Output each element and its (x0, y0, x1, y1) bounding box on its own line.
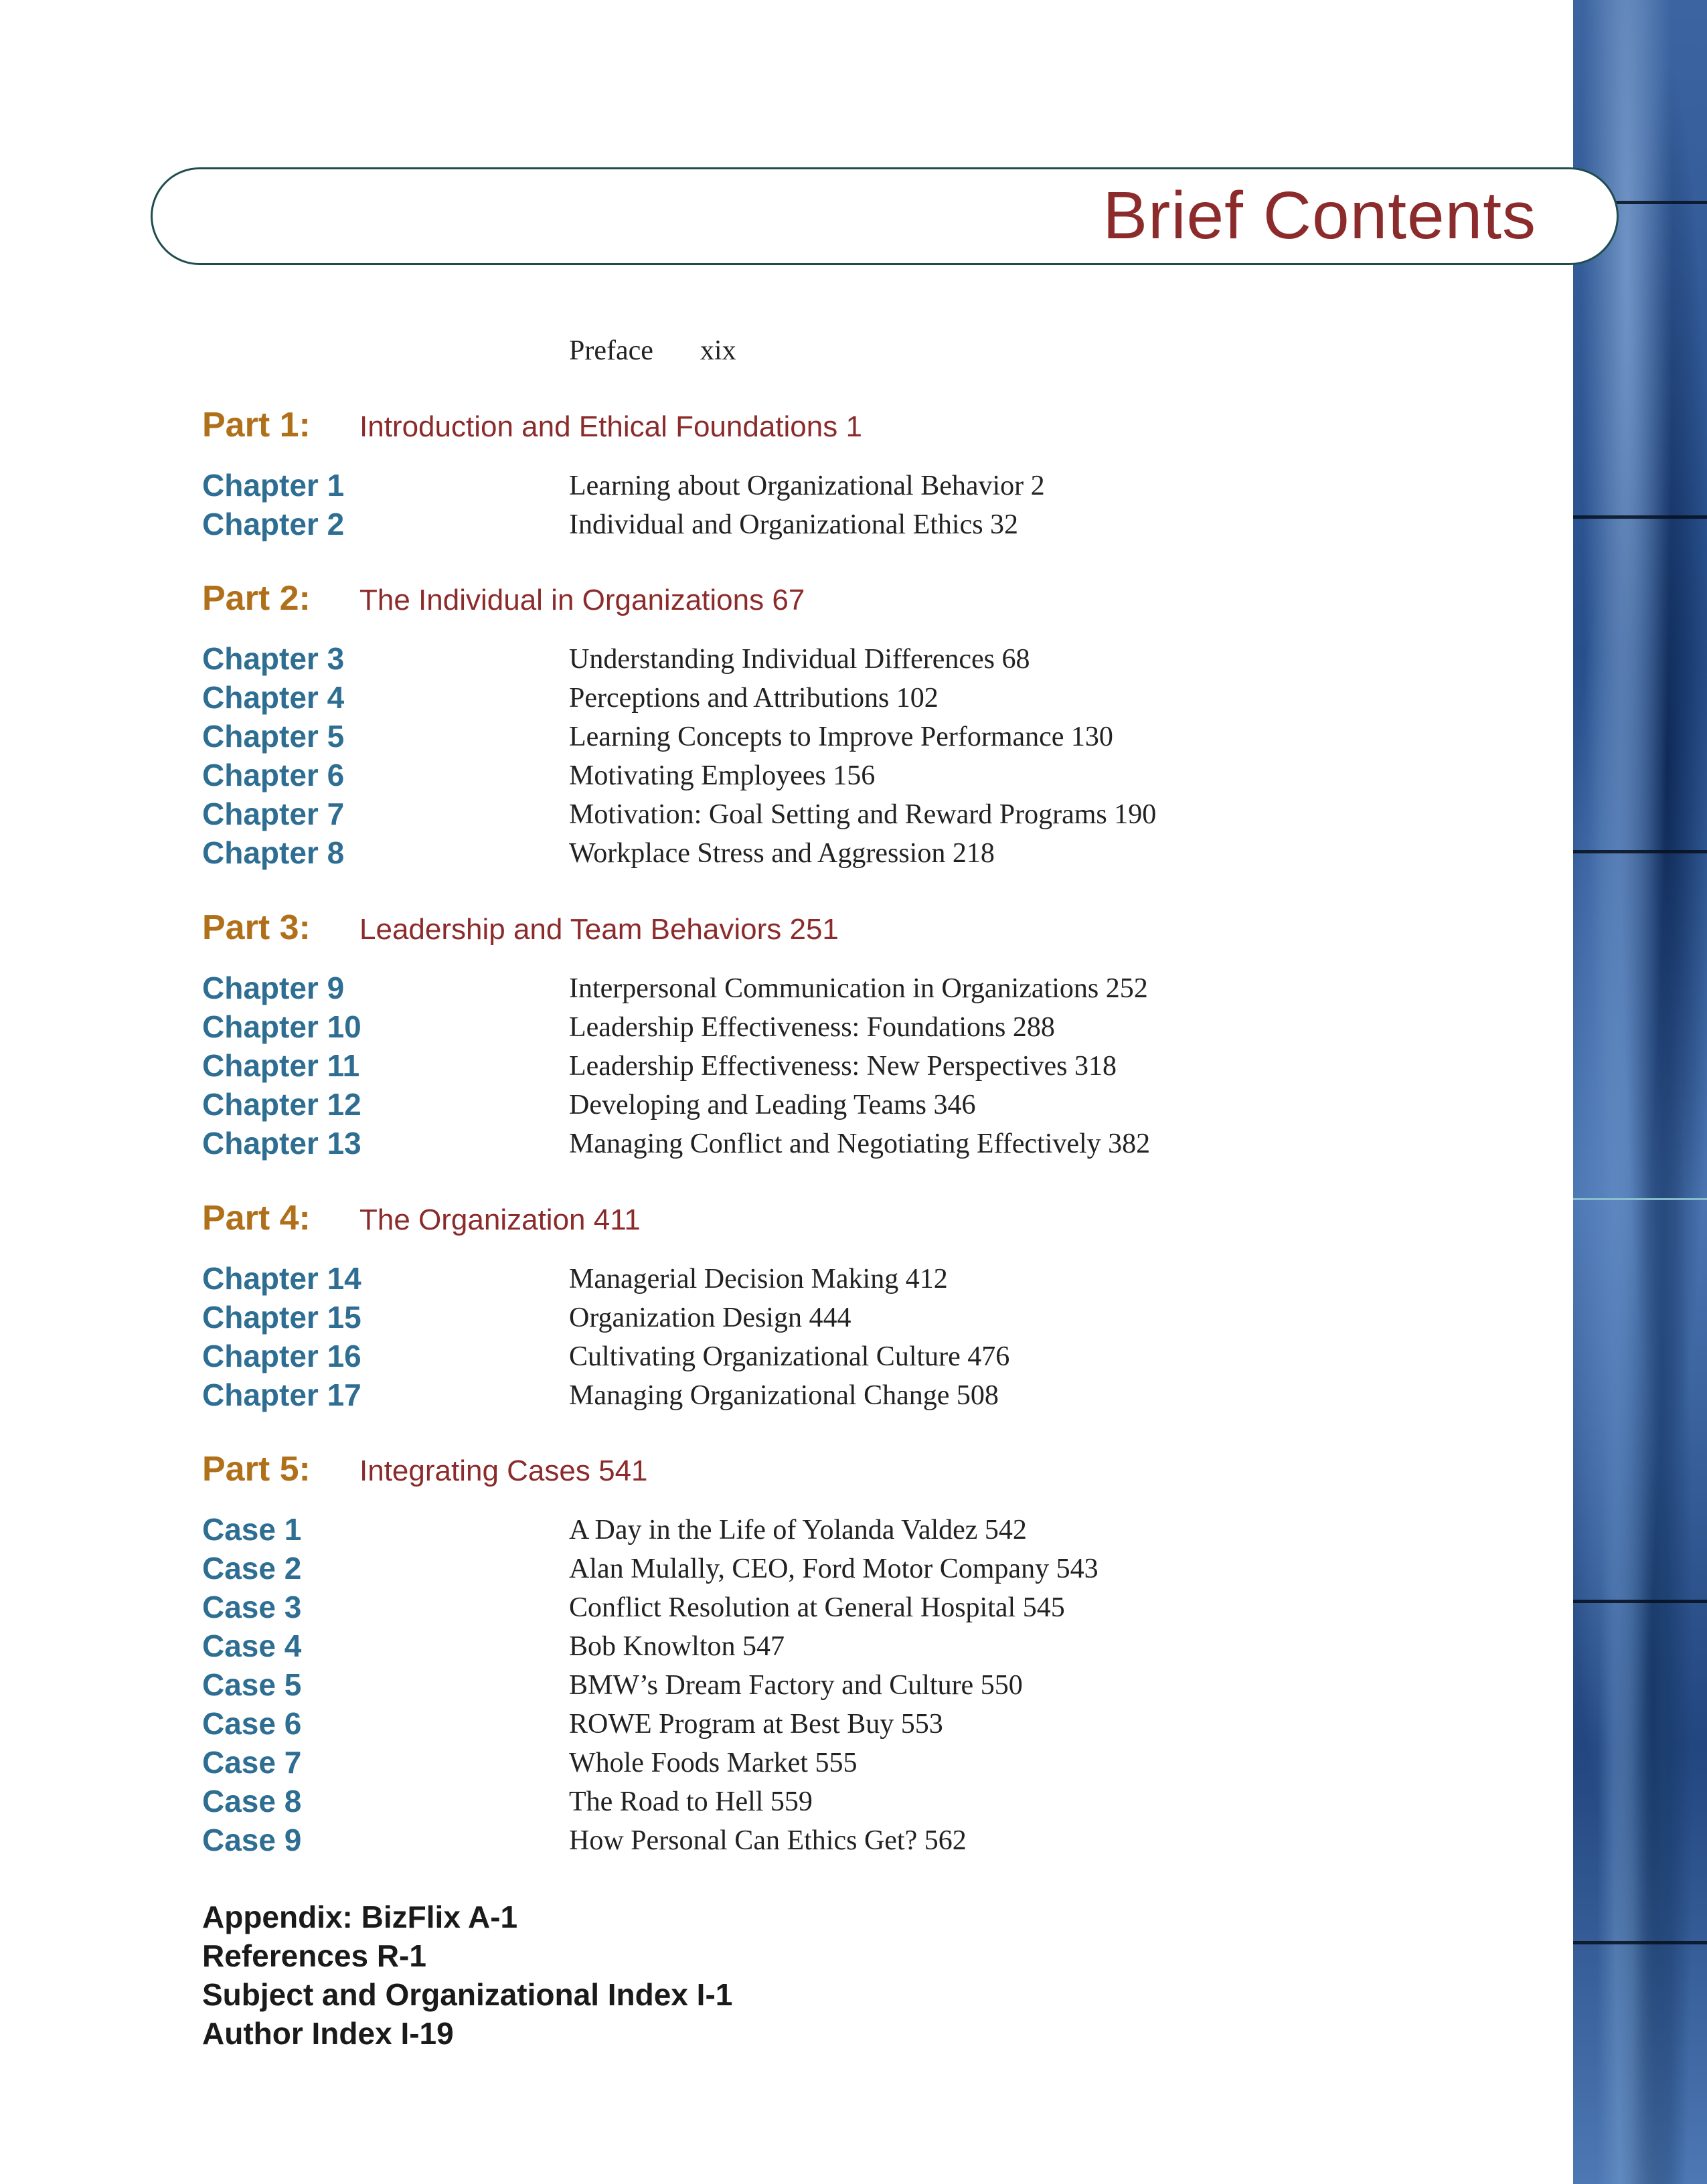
case-title: A Day in the Life of Yolanda Valdez 542 (569, 1515, 1027, 1545)
chapter-title: Individual and Organizational Ethics 32 (569, 509, 1019, 540)
strip-thread (1573, 1198, 1707, 1200)
case-label: Case 4 (202, 1628, 302, 1663)
chapter-label: Chapter 13 (202, 1126, 361, 1161)
case-label: Case 6 (202, 1706, 302, 1741)
preface-label: Preface (569, 335, 653, 366)
chapter-label: Chapter 9 (202, 971, 345, 1005)
chapter-title: Cultivating Organizational Culture 476 (569, 1341, 1010, 1372)
chapter-label: Chapter 8 (202, 835, 345, 870)
case-label: Case 9 (202, 1823, 302, 1857)
part-heading (202, 1198, 641, 1238)
part-title: Introduction and Ethical Foundations 1 (359, 410, 862, 443)
strip-thread (1573, 1941, 1707, 1944)
part-title: The Individual in Organizations 67 (359, 584, 805, 616)
case-label: Case 3 (202, 1590, 302, 1624)
chapter-label: Chapter 10 (202, 1009, 361, 1044)
chapter-title: Leadership Effectiveness: New Perspectives 318 (569, 1051, 1117, 1082)
part-label: Part 5: (202, 1450, 311, 1489)
back-matter-item: Subject and Organizational Index I-1 (202, 1977, 733, 2012)
part-label: Part 1: (202, 406, 311, 444)
case-label: Case 7 (202, 1745, 302, 1780)
page-title: Brief Contents (1103, 178, 1536, 253)
case-title: Bob Knowlton 547 (569, 1631, 785, 1662)
chapter-title: Leadership Effectiveness: Foundations 288 (569, 1012, 1055, 1043)
chapter-label: Chapter 1 (202, 468, 345, 503)
chapter-title: Workplace Stress and Aggression 218 (569, 838, 995, 869)
case-title: Whole Foods Market 555 (569, 1748, 858, 1778)
case-label: Case 1 (202, 1512, 302, 1547)
chapter-label: Chapter 7 (202, 796, 345, 831)
case-title: How Personal Can Ethics Get? 562 (569, 1825, 967, 1856)
back-matter-item: Author Index I-19 (202, 2016, 454, 2051)
chapter-title: Developing and Leading Teams 346 (569, 1090, 976, 1120)
chapter-title: Interpersonal Communication in Organizations 252 (569, 973, 1148, 1004)
chapter-label: Chapter 11 (202, 1048, 360, 1083)
chapter-title: Learning about Organizational Behavior 2 (569, 471, 1045, 501)
chapter-label: Chapter 15 (202, 1300, 361, 1335)
chapter-label: Chapter 3 (202, 641, 345, 676)
part-title: Leadership and Team Behaviors 251 (359, 913, 839, 946)
part-heading (202, 405, 862, 445)
case-label: Case 8 (202, 1784, 302, 1819)
part-title: Integrating Cases 541 (359, 1454, 648, 1487)
part-heading (202, 908, 839, 948)
preface-page: xix (700, 335, 736, 366)
title-bar (151, 167, 1619, 265)
back-matter-item: References R-1 (202, 1938, 426, 1973)
chapter-title: Perceptions and Attributions 102 (569, 683, 939, 713)
case-title: BMW’s Dream Factory and Culture 550 (569, 1670, 1023, 1701)
preface-entry (569, 335, 736, 367)
part-heading (202, 578, 805, 618)
chapter-label: Chapter 17 (202, 1377, 361, 1412)
case-label: Case 5 (202, 1667, 302, 1702)
chapter-title: Managing Conflict and Negotiating Effectively 382 (569, 1128, 1151, 1159)
chapter-label: Chapter 2 (202, 507, 345, 541)
chapter-title: Motivation: Goal Setting and Reward Programs 190 (569, 799, 1157, 830)
case-title: Alan Mulally, CEO, Ford Motor Company 543 (569, 1553, 1099, 1584)
chapter-title: Managing Organizational Change 508 (569, 1380, 999, 1411)
chapter-label: Chapter 12 (202, 1087, 361, 1122)
chapter-title: Understanding Individual Differences 68 (569, 644, 1030, 675)
case-title: ROWE Program at Best Buy 553 (569, 1709, 943, 1740)
decorative-side-strip (1573, 0, 1707, 2184)
chapter-title: Organization Design 444 (569, 1303, 851, 1333)
part-label: Part 3: (202, 908, 311, 947)
chapter-label: Chapter 4 (202, 680, 345, 715)
strip-thread (1573, 515, 1707, 519)
part-label: Part 2: (202, 579, 311, 618)
chapter-label: Chapter 16 (202, 1339, 361, 1373)
case-title: Conflict Resolution at General Hospital 545 (569, 1592, 1065, 1623)
chapter-title: Motivating Employees 156 (569, 760, 876, 791)
strip-thread (1573, 1600, 1707, 1603)
part-title: The Organization 411 (359, 1203, 641, 1236)
case-title: The Road to Hell 559 (569, 1786, 813, 1817)
chapter-title: Learning Concepts to Improve Performance 130 (569, 722, 1113, 752)
chapter-label: Chapter 6 (202, 758, 345, 792)
part-heading (202, 1449, 648, 1489)
chapter-label: Chapter 14 (202, 1261, 361, 1296)
chapter-label: Chapter 5 (202, 719, 345, 754)
case-label: Case 2 (202, 1551, 302, 1586)
back-matter-item: Appendix: BizFlix A-1 (202, 1900, 518, 1934)
part-label: Part 4: (202, 1199, 311, 1238)
strip-thread (1573, 850, 1707, 853)
chapter-title: Managerial Decision Making 412 (569, 1264, 948, 1294)
